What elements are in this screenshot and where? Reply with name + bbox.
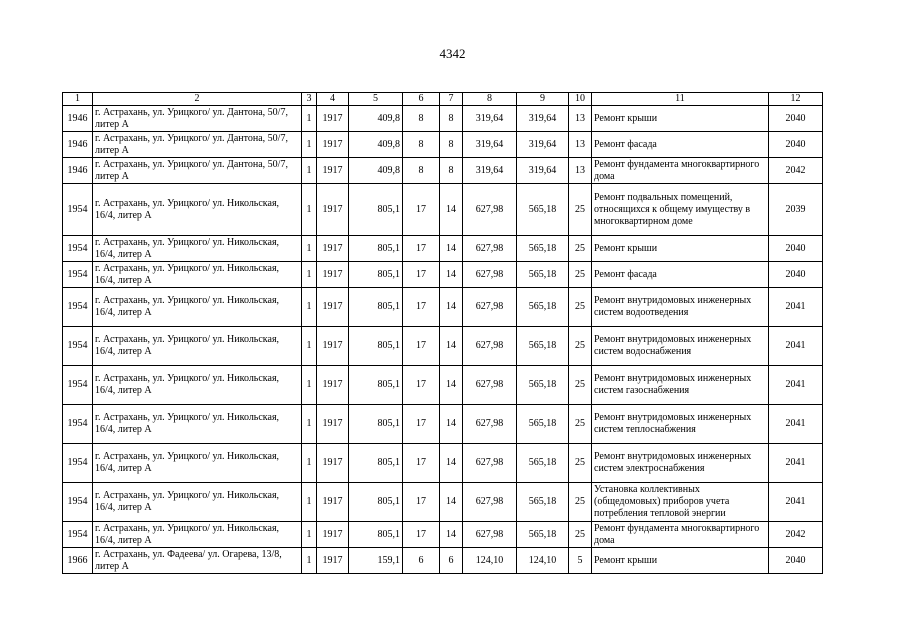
planned-year-cell: 2040: [769, 548, 823, 574]
commission-year-cell: 1917: [317, 106, 349, 132]
residential-area-cell: 124,10: [463, 548, 517, 574]
address-cell: г. Астрахань, ул. Урицкого/ ул. Дантона, 50/7, литер А: [93, 158, 302, 184]
residential-count-cell: 14: [440, 522, 463, 548]
column-header: 2: [93, 93, 302, 106]
resident-count-cell: 13: [569, 158, 592, 184]
building-count-cell: 1: [302, 236, 317, 262]
planned-year-cell: 2039: [769, 184, 823, 236]
residential-area-cell: 627,98: [463, 236, 517, 262]
build-year-cell: 1954: [63, 483, 93, 522]
build-year-cell: 1946: [63, 158, 93, 184]
column-number-header-row: [63, 93, 823, 106]
planned-year-cell: 2040: [769, 236, 823, 262]
build-year-cell: 1954: [63, 288, 93, 327]
residential-count-cell: 14: [440, 288, 463, 327]
total-area-cell: 805,1: [349, 405, 403, 444]
residential-count-cell: 8: [440, 158, 463, 184]
residential-count-cell: 14: [440, 262, 463, 288]
residential-count-cell: 14: [440, 184, 463, 236]
repair-type-cell: Ремонт фундамента многоквартирного дома: [592, 522, 769, 548]
repair-type-cell: Ремонт фасада: [592, 132, 769, 158]
repair-type-cell: Ремонт крыши: [592, 106, 769, 132]
build-year-cell: 1954: [63, 405, 93, 444]
capital-repair-table: [62, 92, 823, 574]
total-area-cell: 805,1: [349, 262, 403, 288]
column-header: 6: [403, 93, 440, 106]
private-area-cell: 565,18: [517, 405, 569, 444]
residential-count-cell: 14: [440, 327, 463, 366]
commission-year-cell: 1917: [317, 405, 349, 444]
commission-year-cell: 1917: [317, 288, 349, 327]
commission-year-cell: 1917: [317, 262, 349, 288]
commission-year-cell: 1917: [317, 366, 349, 405]
table-row: [63, 106, 823, 132]
private-area-cell: 565,18: [517, 288, 569, 327]
build-year-cell: 1954: [63, 262, 93, 288]
apartment-count-cell: 8: [403, 106, 440, 132]
total-area-cell: 805,1: [349, 522, 403, 548]
residential-count-cell: 14: [440, 405, 463, 444]
column-header: 11: [592, 93, 769, 106]
table-row: [63, 444, 823, 483]
building-count-cell: 1: [302, 262, 317, 288]
private-area-cell: 319,64: [517, 106, 569, 132]
residential-area-cell: 319,64: [463, 158, 517, 184]
apartment-count-cell: 17: [403, 288, 440, 327]
planned-year-cell: 2040: [769, 106, 823, 132]
building-count-cell: 1: [302, 405, 317, 444]
private-area-cell: 565,18: [517, 327, 569, 366]
total-area-cell: 805,1: [349, 288, 403, 327]
residential-area-cell: 319,64: [463, 132, 517, 158]
planned-year-cell: 2041: [769, 327, 823, 366]
build-year-cell: 1946: [63, 106, 93, 132]
address-cell: г. Астрахань, ул. Урицкого/ ул. Никольская, 16/4, литер А: [93, 236, 302, 262]
building-count-cell: 1: [302, 444, 317, 483]
column-header: 10: [569, 93, 592, 106]
resident-count-cell: 25: [569, 483, 592, 522]
column-header: 4: [317, 93, 349, 106]
apartment-count-cell: 8: [403, 132, 440, 158]
residential-area-cell: 627,98: [463, 444, 517, 483]
apartment-count-cell: 6: [403, 548, 440, 574]
building-count-cell: 1: [302, 288, 317, 327]
column-header: 7: [440, 93, 463, 106]
address-cell: г. Астрахань, ул. Урицкого/ ул. Никольская, 16/4, литер А: [93, 262, 302, 288]
planned-year-cell: 2042: [769, 158, 823, 184]
table-row: [63, 483, 823, 522]
resident-count-cell: 25: [569, 444, 592, 483]
resident-count-cell: 25: [569, 327, 592, 366]
table-row: [63, 548, 823, 574]
commission-year-cell: 1917: [317, 327, 349, 366]
planned-year-cell: 2042: [769, 522, 823, 548]
residential-count-cell: 14: [440, 236, 463, 262]
apartment-count-cell: 17: [403, 327, 440, 366]
residential-area-cell: 627,98: [463, 483, 517, 522]
building-count-cell: 1: [302, 158, 317, 184]
repair-type-cell: Ремонт подвальных помещений, относящихся к общему имуществу в многоквартирном доме: [592, 184, 769, 236]
residential-count-cell: 8: [440, 106, 463, 132]
private-area-cell: 565,18: [517, 522, 569, 548]
planned-year-cell: 2041: [769, 405, 823, 444]
commission-year-cell: 1917: [317, 444, 349, 483]
build-year-cell: 1954: [63, 444, 93, 483]
residential-count-cell: 8: [440, 132, 463, 158]
table-row: [63, 236, 823, 262]
repair-type-cell: Ремонт крыши: [592, 236, 769, 262]
build-year-cell: 1946: [63, 132, 93, 158]
commission-year-cell: 1917: [317, 236, 349, 262]
apartment-count-cell: 17: [403, 405, 440, 444]
table-row: [63, 184, 823, 236]
commission-year-cell: 1917: [317, 184, 349, 236]
residential-count-cell: 6: [440, 548, 463, 574]
total-area-cell: 805,1: [349, 184, 403, 236]
column-header: 3: [302, 93, 317, 106]
apartment-count-cell: 17: [403, 483, 440, 522]
apartment-count-cell: 17: [403, 444, 440, 483]
residential-count-cell: 14: [440, 366, 463, 405]
planned-year-cell: 2041: [769, 483, 823, 522]
building-count-cell: 1: [302, 366, 317, 405]
planned-year-cell: 2040: [769, 132, 823, 158]
apartment-count-cell: 17: [403, 184, 440, 236]
building-count-cell: 1: [302, 184, 317, 236]
apartment-count-cell: 8: [403, 158, 440, 184]
total-area-cell: 805,1: [349, 366, 403, 405]
building-count-cell: 1: [302, 483, 317, 522]
private-area-cell: 565,18: [517, 366, 569, 405]
column-header: 8: [463, 93, 517, 106]
residential-count-cell: 14: [440, 483, 463, 522]
repair-type-cell: Ремонт внутридомовых инженерных систем водоотведения: [592, 288, 769, 327]
private-area-cell: 565,18: [517, 184, 569, 236]
address-cell: г. Астрахань, ул. Урицкого/ ул. Никольская, 16/4, литер А: [93, 444, 302, 483]
building-count-cell: 1: [302, 522, 317, 548]
residential-area-cell: 627,98: [463, 405, 517, 444]
table-row: [63, 405, 823, 444]
repair-type-cell: Ремонт внутридомовых инженерных систем теплоснабжения: [592, 405, 769, 444]
resident-count-cell: 25: [569, 262, 592, 288]
apartment-count-cell: 17: [403, 262, 440, 288]
repair-type-cell: Ремонт внутридомовых инженерных систем электроснабжения: [592, 444, 769, 483]
column-header: 12: [769, 93, 823, 106]
page-number: 4342: [439, 46, 466, 61]
planned-year-cell: 2041: [769, 444, 823, 483]
commission-year-cell: 1917: [317, 548, 349, 574]
apartment-count-cell: 17: [403, 522, 440, 548]
resident-count-cell: 5: [569, 548, 592, 574]
table-row: [63, 522, 823, 548]
building-count-cell: 1: [302, 106, 317, 132]
resident-count-cell: 25: [569, 405, 592, 444]
total-area-cell: 159,1: [349, 548, 403, 574]
column-header: 5: [349, 93, 403, 106]
apartment-count-cell: 17: [403, 366, 440, 405]
resident-count-cell: 13: [569, 132, 592, 158]
address-cell: г. Астрахань, ул. Урицкого/ ул. Никольская, 16/4, литер А: [93, 366, 302, 405]
table-row: [63, 132, 823, 158]
repair-type-cell: Ремонт внутридомовых инженерных систем газоснабжения: [592, 366, 769, 405]
build-year-cell: 1954: [63, 184, 93, 236]
commission-year-cell: 1917: [317, 522, 349, 548]
residential-area-cell: 627,98: [463, 262, 517, 288]
planned-year-cell: 2040: [769, 262, 823, 288]
resident-count-cell: 25: [569, 522, 592, 548]
private-area-cell: 319,64: [517, 132, 569, 158]
total-area-cell: 409,8: [349, 132, 403, 158]
table-row: [63, 288, 823, 327]
address-cell: г. Астрахань, ул. Урицкого/ ул. Никольская, 16/4, литер А: [93, 405, 302, 444]
private-area-cell: 565,18: [517, 262, 569, 288]
residential-area-cell: 627,98: [463, 184, 517, 236]
resident-count-cell: 25: [569, 288, 592, 327]
resident-count-cell: 13: [569, 106, 592, 132]
address-cell: г. Астрахань, ул. Урицкого/ ул. Никольская, 16/4, литер А: [93, 184, 302, 236]
repair-type-cell: Ремонт крыши: [592, 548, 769, 574]
commission-year-cell: 1917: [317, 158, 349, 184]
total-area-cell: 805,1: [349, 236, 403, 262]
resident-count-cell: 25: [569, 184, 592, 236]
resident-count-cell: 25: [569, 236, 592, 262]
private-area-cell: 124,10: [517, 548, 569, 574]
private-area-cell: 565,18: [517, 444, 569, 483]
commission-year-cell: 1917: [317, 483, 349, 522]
residential-area-cell: 627,98: [463, 522, 517, 548]
private-area-cell: 319,64: [517, 158, 569, 184]
table-row: [63, 262, 823, 288]
repair-type-cell: Ремонт фундамента многоквартирного дома: [592, 158, 769, 184]
private-area-cell: 565,18: [517, 236, 569, 262]
build-year-cell: 1954: [63, 327, 93, 366]
build-year-cell: 1954: [63, 236, 93, 262]
address-cell: г. Астрахань, ул. Урицкого/ ул. Никольская, 16/4, литер А: [93, 522, 302, 548]
table-row: [63, 327, 823, 366]
address-cell: г. Астрахань, ул. Урицкого/ ул. Никольская, 16/4, литер А: [93, 288, 302, 327]
table-row: [63, 158, 823, 184]
residential-count-cell: 14: [440, 444, 463, 483]
repair-type-cell: Установка коллективных (общедомовых) приборов учета потребления тепловой энергии: [592, 483, 769, 522]
residential-area-cell: 319,64: [463, 106, 517, 132]
residential-area-cell: 627,98: [463, 366, 517, 405]
total-area-cell: 409,8: [349, 106, 403, 132]
apartment-count-cell: 17: [403, 236, 440, 262]
planned-year-cell: 2041: [769, 366, 823, 405]
address-cell: г. Астрахань, ул. Урицкого/ ул. Никольская, 16/4, литер А: [93, 327, 302, 366]
building-count-cell: 1: [302, 548, 317, 574]
address-cell: г. Астрахань, ул. Урицкого/ ул. Никольская, 16/4, литер А: [93, 483, 302, 522]
address-cell: г. Астрахань, ул. Урицкого/ ул. Дантона, 50/7, литер А: [93, 106, 302, 132]
residential-area-cell: 627,98: [463, 327, 517, 366]
address-cell: г. Астрахань, ул. Урицкого/ ул. Дантона, 50/7, литер А: [93, 132, 302, 158]
column-header: 9: [517, 93, 569, 106]
commission-year-cell: 1917: [317, 132, 349, 158]
total-area-cell: 805,1: [349, 327, 403, 366]
build-year-cell: 1954: [63, 366, 93, 405]
address-cell: г. Астрахань, ул. Фадеева/ ул. Огарева, 13/8, литер А: [93, 548, 302, 574]
column-header: 1: [63, 93, 93, 106]
total-area-cell: 409,8: [349, 158, 403, 184]
table-row: [63, 366, 823, 405]
build-year-cell: 1954: [63, 522, 93, 548]
planned-year-cell: 2041: [769, 288, 823, 327]
private-area-cell: 565,18: [517, 483, 569, 522]
resident-count-cell: 25: [569, 366, 592, 405]
building-count-cell: 1: [302, 327, 317, 366]
repair-type-cell: Ремонт фасада: [592, 262, 769, 288]
build-year-cell: 1966: [63, 548, 93, 574]
building-count-cell: 1: [302, 132, 317, 158]
residential-area-cell: 627,98: [463, 288, 517, 327]
total-area-cell: 805,1: [349, 444, 403, 483]
repair-type-cell: Ремонт внутридомовых инженерных систем водоснабжения: [592, 327, 769, 366]
total-area-cell: 805,1: [349, 483, 403, 522]
